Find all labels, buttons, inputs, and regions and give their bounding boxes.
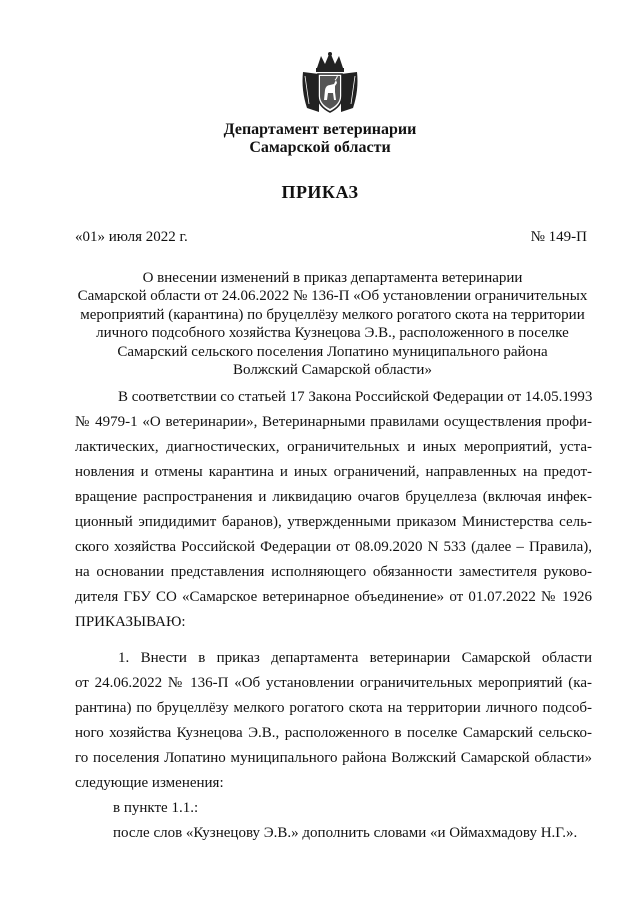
preamble-line: ского хозяйства Российской Федерации от 08.09.2020 N 533 (далее – Правила), [75, 539, 592, 555]
subject-line: личного подсобного хозяйства Кузнецова Э.В., расположенного в поселке [96, 325, 569, 342]
item-1-line: го поселения Лопатино муниципального района Волжский Самарской области» [75, 750, 592, 766]
subject-line: Самарской области от 24.06.2022 № 136-П «Об установлении ограничительных [77, 288, 588, 305]
preamble-directive: ПРИКАЗЫВАЮ: [75, 614, 186, 630]
item-1-line: от 24.06.2022 № 136-П «Об установлении ограничительных мероприятий (ка- [75, 675, 592, 691]
subject-line: Самарский сельского поселения Лопатино муниципального района [117, 343, 548, 360]
preamble-line: лактических, диагностических, ограничительных и иных мероприятий, уста- [75, 439, 592, 455]
item-1-line: ного хозяйства Кузнецова Э.В., расположенного в поселке Самарский сельско- [75, 725, 592, 741]
item-1-line: следующие изменения: [75, 775, 224, 791]
subject-line: мероприятий (карантина) по бруцеллёзу мелкого рогатого скота на территории [80, 306, 585, 323]
preamble-line: В соответствии со статьей 17 Закона Российской Федерации от 14.05.1993 [118, 389, 593, 405]
order-number: № 149-П [530, 229, 587, 245]
amendment-text: после слов «Кузнецову Э.В.» дополнить словами «и Оймахмадову Н.Г.». [113, 825, 578, 841]
item-1-line: рантина) по бруцеллёзу мелкого рогатого скота на территории личного подсоб- [75, 700, 592, 716]
order-subject [60, 269, 605, 379]
item-1-paragraph [75, 646, 592, 846]
department-name-line2: Самарской области [249, 139, 391, 156]
samara-coat-of-arms-icon [299, 50, 361, 116]
subject-line: Волжский Самарской области» [233, 362, 432, 379]
preamble-line: № 4979-1 «О ветеринарии», Ветеринарными правилами осуществления профи- [75, 414, 592, 430]
item-1-line: 1. Внести в приказ департамента ветеринарии Самарской области [118, 650, 592, 666]
preamble-line: на основании представления исполняющего обязанности заместителя руково- [75, 564, 592, 580]
department-name-line1: Департамент ветеринарии [223, 121, 417, 138]
subject-line: О внесении изменений в приказ департамента ветеринарии [142, 270, 523, 286]
preamble-paragraph [75, 385, 592, 635]
preamble-line: новления и отмены карантина и иных ограничений, направленных на предот- [75, 464, 592, 480]
point-label: в пункте 1.1.: [113, 800, 199, 816]
document-title: ПРИКАЗ [281, 182, 359, 202]
preamble-line: ционный эпидидимит баранов), утвержденными приказом Министерства сель- [75, 514, 592, 530]
order-date: «01» июля 2022 г. [75, 229, 188, 245]
preamble-line: дителя ГБУ СО «Самарское ветеринарное объединение» от 01.07.2022 № 1926 [75, 589, 592, 605]
preamble-line: вращение распространения и ликвидацию очагов бруцеллеза (включая инфек- [75, 489, 592, 505]
